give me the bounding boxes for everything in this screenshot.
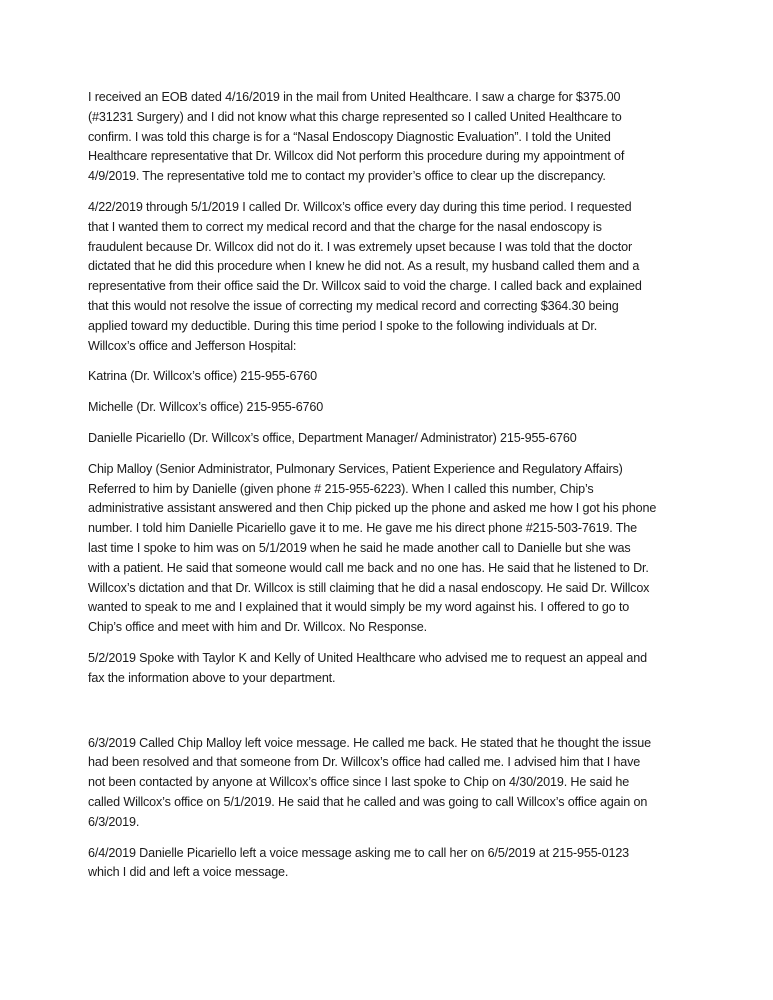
text-line: 4/22/2019 through 5/1/2019 I called Dr. Willcox’s office every day during this time period. I requested bbox=[88, 199, 632, 214]
paragraph-eob-received bbox=[88, 88, 708, 187]
text-line: that I wanted them to correct my medical record and that the charge for the nasal endoscopy is bbox=[88, 219, 602, 234]
text-line: confirm. I was told this charge is for a “Nasal Endoscopy Diagnostic Evaluation”. I told the United bbox=[88, 129, 611, 144]
text-line: (#31231 Surgery) and I did not know what this charge represented so I called United Healthcare to bbox=[88, 109, 622, 124]
text-line: 6/4/2019 Danielle Picariello left a voice message asking me to call her on 6/5/2019 at 215-955-0123 bbox=[88, 845, 630, 860]
text-line: with a patient. He said that someone would call me back and no one has. He said that he listened to Dr. bbox=[88, 560, 649, 575]
paragraph-calls-april-may bbox=[88, 198, 708, 356]
text-line: called Willcox’s office on 5/1/2019. He said that he called and was going to call Willcox’s office again on bbox=[88, 794, 648, 809]
text-line: Healthcare representative that Dr. Willcox did Not perform this procedure during my appointment of bbox=[88, 149, 625, 164]
text-line: Michelle (Dr. Willcox’s office) 215-955-6760 bbox=[88, 400, 324, 415]
text-line: I received an EOB dated 4/16/2019 in the mail from United Healthcare. I saw a charge for $375.00 bbox=[88, 90, 621, 104]
contact-katrina bbox=[88, 367, 708, 387]
contact-chip-malloy bbox=[88, 460, 708, 638]
text-line: Willcox’s office and Jefferson Hospital: bbox=[88, 338, 297, 353]
document-page bbox=[88, 88, 708, 894]
entry-6-3-2019 bbox=[88, 734, 708, 833]
text-line: representative from their office said the Dr. Willcox said to void the charge. I called back and explained bbox=[88, 279, 642, 294]
contact-michelle bbox=[88, 398, 708, 418]
text-line: 4/9/2019. The representative told me to contact my provider’s office to clear up the discrepancy. bbox=[88, 169, 606, 184]
text-line: fraudulent because Dr. Willcox did not do it. I was extremely upset because I was told that the doctor bbox=[88, 239, 633, 254]
text-line: wanted to speak to me and I explained that it would simply be my word against his. I offered to go to bbox=[88, 600, 630, 615]
text-line: that this would not resolve the issue of correcting my medical record and correcting $364.30 being bbox=[88, 298, 619, 313]
entry-6-4-2019 bbox=[88, 844, 708, 884]
text-line: last time I spoke to him was on 5/1/2019 when he said he made another call to Danielle but she was bbox=[88, 540, 631, 555]
entry-5-2-2019 bbox=[88, 649, 708, 689]
text-line: Willcox’s dictation and that Dr. Willcox is still claiming that he did a nasal endoscopy. He said Dr. Willcox bbox=[88, 580, 650, 595]
text-line: Referred to him by Danielle (given phone # 215-955-6223). When I called this number, Chip’s bbox=[88, 481, 594, 496]
text-line: administrative assistant answered and then Chip picked up the phone and asked me how I got his phone bbox=[88, 501, 657, 516]
text-line: not been contacted by anyone at Willcox’s office since I last spoke to Chip on 4/30/2019. He said he bbox=[88, 775, 630, 790]
contact-danielle bbox=[88, 429, 708, 449]
text-line: Katrina (Dr. Willcox’s office) 215-955-6760 bbox=[88, 369, 317, 384]
text-line: dictated that he did this procedure when I knew he did not. As a result, my husband called them and a bbox=[88, 259, 640, 274]
text-line: Chip Malloy (Senior Administrator, Pulmonary Services, Patient Experience and Regulatory Affairs) bbox=[88, 461, 623, 476]
text-line: fax the information above to your department. bbox=[88, 670, 336, 685]
text-line: 6/3/2019 Called Chip Malloy left voice message. He called me back. He stated that he thought the issue bbox=[88, 735, 651, 750]
text-line: had been resolved and that someone from Dr. Willcox’s office had called me. I advised him that I have bbox=[88, 755, 641, 770]
text-line: which I did and left a voice message. bbox=[88, 865, 289, 880]
text-line: applied toward my deductible. During this time period I spoke to the following individuals at Dr. bbox=[88, 318, 598, 333]
blank-spacer bbox=[88, 700, 708, 734]
text-line: 6/3/2019. bbox=[88, 814, 140, 829]
text-line: 5/2/2019 Spoke with Taylor K and Kelly of United Healthcare who advised me to request an appeal and bbox=[88, 650, 647, 665]
text-line: Chip’s office and meet with him and Dr. Willcox. No Response. bbox=[88, 620, 427, 635]
text-line: Danielle Picariello (Dr. Willcox’s office, Department Manager/ Administrator) 215-955-6760 bbox=[88, 430, 577, 445]
text-line: number. I told him Danielle Picariello gave it to me. He gave me his direct phone #215-503-7619. The bbox=[88, 521, 638, 536]
